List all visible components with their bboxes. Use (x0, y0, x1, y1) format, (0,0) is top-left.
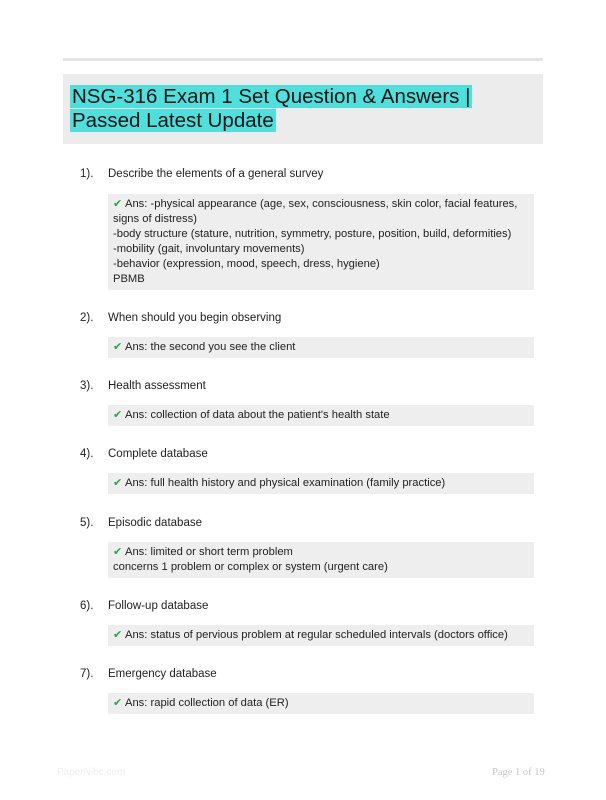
question-number: 1). (80, 168, 94, 180)
answer-line: -mobility (gait, involuntary movements) (113, 243, 305, 255)
question-number: 4). (80, 448, 94, 460)
answer-line: Ans: the second you see the client (125, 341, 296, 353)
checkmark-icon: ✔ (113, 697, 123, 709)
top-divider (63, 58, 543, 61)
page-number: Page 1 of 19 (492, 767, 545, 778)
answer-line: Ans: limited or short term problem (125, 546, 293, 558)
question-number: 5). (80, 517, 94, 529)
answer-box-7 (108, 693, 534, 714)
answer-line: concerns 1 problem or complex or system (urgent care) (113, 561, 388, 573)
question-text: Emergency database (108, 668, 217, 680)
question-number: 6). (80, 600, 94, 612)
answer-line: Ans: collection of data about the patient's health state (125, 409, 390, 421)
question-number: 7). (80, 668, 94, 680)
question-text: Episodic database (108, 517, 202, 529)
answer-line: Ans: -physical appearance (age, sex, consciousness, skin color, facial features, signs of distress) (113, 198, 521, 225)
answer-box-4 (108, 473, 534, 494)
question-text: Follow-up database (108, 600, 209, 612)
document-title: NSG-316 Exam 1 Set Question & Answers | Passed Latest Update (72, 85, 471, 132)
checkmark-icon: ✔ (113, 341, 123, 353)
answer-box-5 (108, 542, 534, 578)
question-text: Describe the elements of a general survey (108, 168, 324, 180)
checkmark-icon: ✔ (113, 546, 123, 558)
checkmark-icon: ✔ (113, 477, 123, 489)
checkmark-icon: ✔ (113, 629, 123, 641)
question-text: When should you begin observing (108, 312, 282, 324)
answer-box-2 (108, 337, 534, 358)
answer-line: -body structure (stature, nutrition, symmetry, posture, position, build, deformities) (113, 228, 512, 240)
question-number: 2). (80, 312, 94, 324)
footer-watermark: PaperNibc.com (57, 767, 126, 778)
answer-line: -behavior (expression, mood, speech, dress, hygiene) (113, 258, 380, 270)
answer-line: Ans: rapid collection of data (ER) (125, 697, 289, 709)
answer-box-6 (108, 625, 534, 646)
answer-line: PBMB (113, 273, 145, 285)
answer-line: Ans: full health history and physical examination (family practice) (125, 477, 446, 489)
answer-box-1 (108, 194, 534, 290)
question-number: 3). (80, 380, 94, 392)
checkmark-icon: ✔ (113, 198, 123, 210)
checkmark-icon: ✔ (113, 409, 123, 421)
answer-line: Ans: status of pervious problem at regular scheduled intervals (doctors office) (125, 629, 508, 641)
question-text: Complete database (108, 448, 208, 460)
answer-box-3 (108, 405, 534, 426)
question-text: Health assessment (108, 380, 206, 392)
